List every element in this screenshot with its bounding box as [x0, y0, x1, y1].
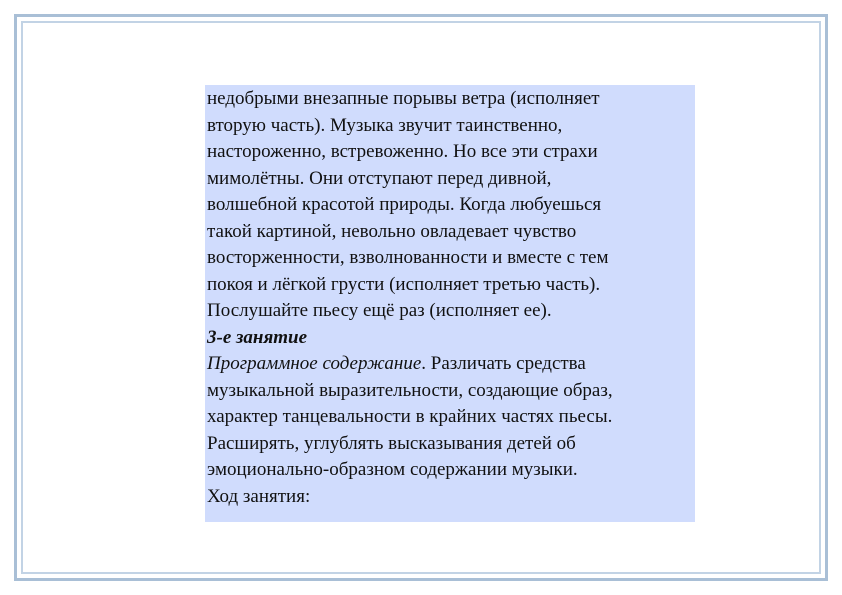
text-line: недобрыми внезапные порывы ветра (исполняет: [207, 88, 600, 109]
text-line: вторую часть). Музыка звучит таинственно,: [207, 114, 563, 136]
text-line: восторженности, взволнованности и вместе с тем: [207, 247, 609, 268]
text-line: характер танцевальности в крайних частях пьесы.: [207, 406, 613, 427]
text-content-box: [205, 85, 695, 522]
program-line-rest: . Различать средства: [421, 353, 586, 374]
text-line: эмоционально-образном содержании музыки.: [207, 459, 578, 480]
text-line: настороженно, встревоженно. Но все эти страхи: [207, 141, 598, 162]
text-line: мимолётны. Они отступают перед дивной,: [207, 167, 552, 189]
course-paragraph: [207, 484, 695, 511]
lesson-heading: 3-е занятие: [207, 326, 308, 348]
text-line: Расширять, углублять высказывания детей об: [207, 432, 576, 454]
text-line: покоя и лёгкой грусти (исполняет третью часть).: [207, 273, 601, 295]
paragraph-program: [207, 351, 695, 484]
paragraph-story: [207, 86, 695, 325]
lesson-heading-paragraph: [207, 325, 695, 352]
course-label: Ход занятия:: [207, 485, 311, 507]
text-line: такой картиной, невольно овладевает чувство: [207, 220, 577, 242]
text-line: волшебной красотой природы. Когда любуешься: [207, 194, 602, 215]
program-first-line: [207, 351, 695, 378]
text-line: музыкальной выразительности, создающие образ,: [207, 379, 613, 401]
program-label: Программное содержание: [207, 353, 422, 374]
text-line: Послушайте пьесу ещё раз (исполняет ее).: [207, 300, 552, 321]
